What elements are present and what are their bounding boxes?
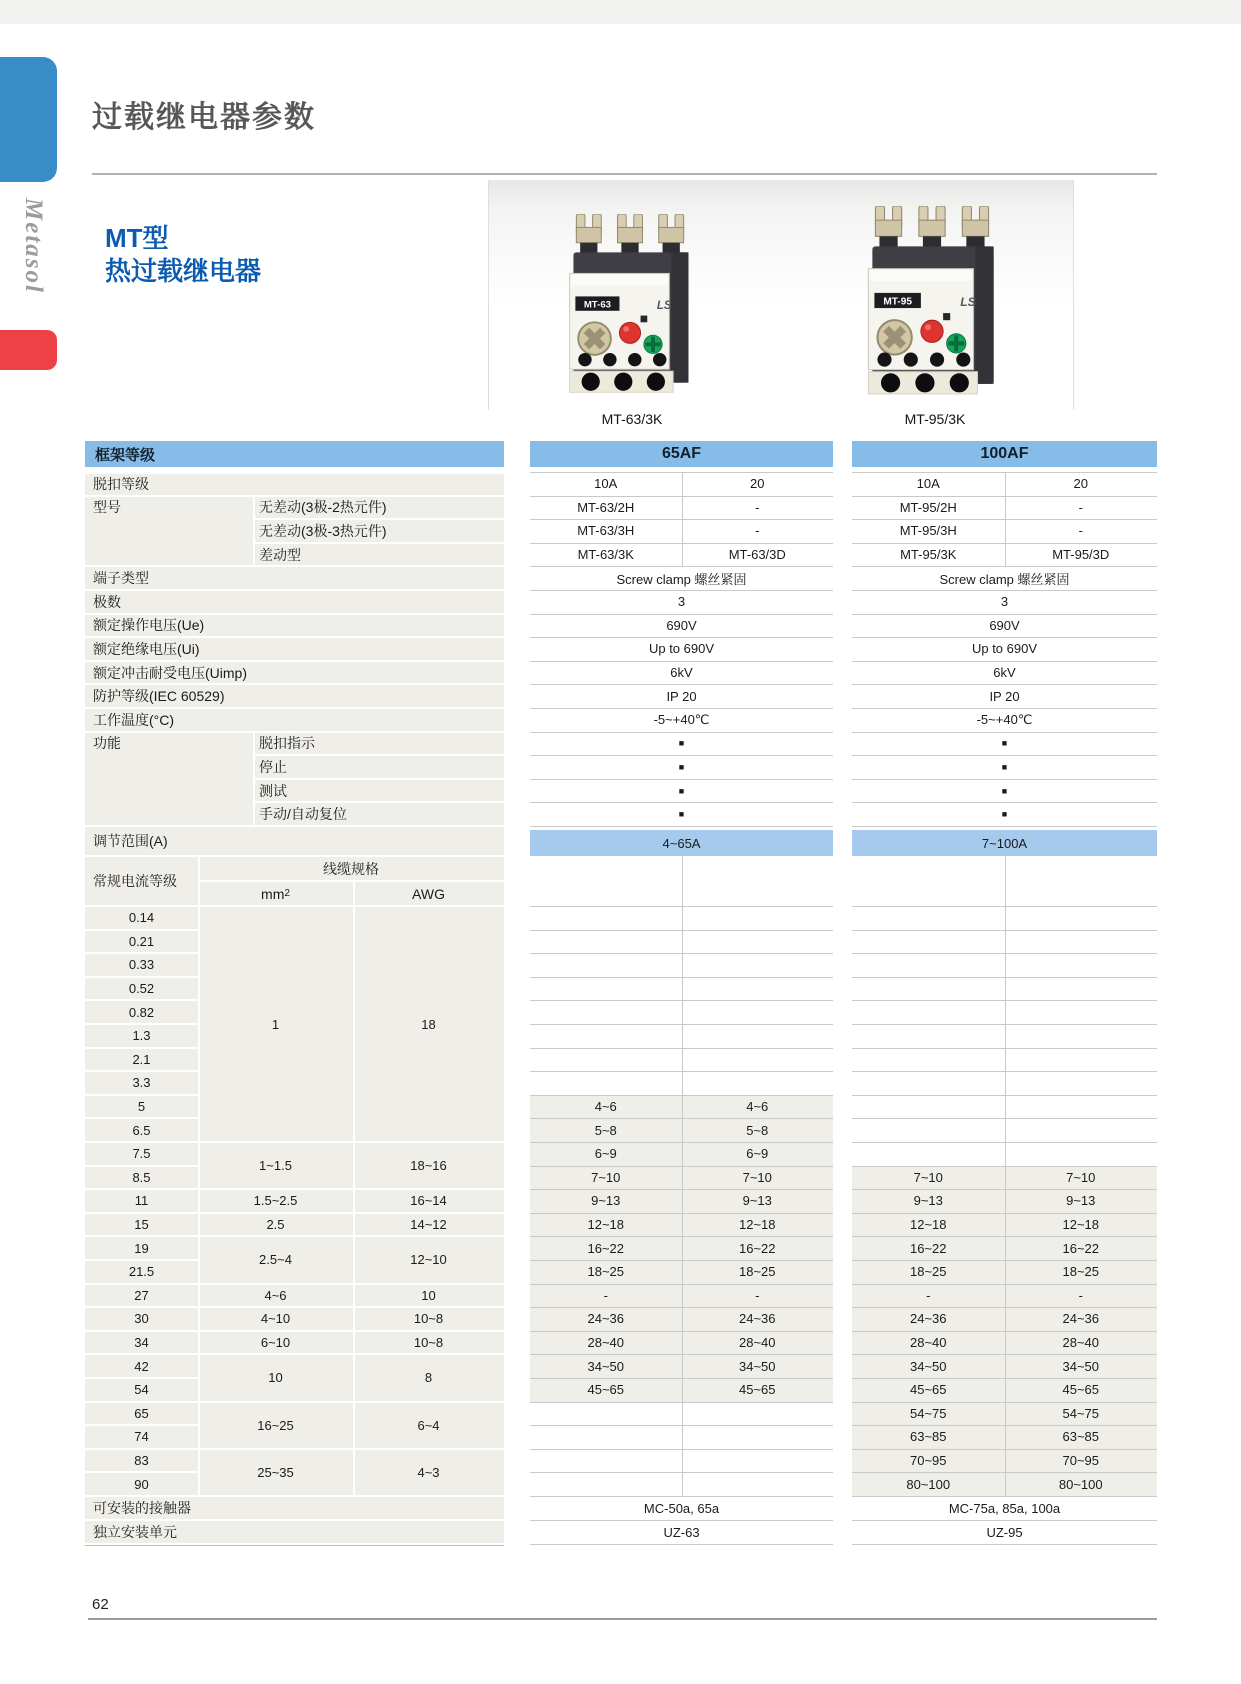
range-value: 16~22 (587, 1240, 624, 1256)
spec-value: 690V (989, 617, 1020, 633)
amp-value: 0.33 (128, 957, 155, 973)
amp-value: 74 (134, 1429, 149, 1445)
spec-value: MT-63/3K (577, 547, 634, 563)
frame-100af-label: 100AF (980, 445, 1029, 462)
spec-label: 极数 (93, 593, 121, 610)
range-value: 9~13 (591, 1193, 621, 1209)
range-value: 7~10 (742, 1169, 772, 1185)
grid-line (1005, 472, 1006, 566)
grid-line (530, 1118, 833, 1119)
range-value: 4~6 (746, 1099, 769, 1115)
grid-line (530, 1236, 833, 1237)
bottom-label: 可安装的接触器 (93, 1500, 191, 1516)
grid-line (852, 708, 1157, 709)
range-value: 7~10 (591, 1169, 621, 1185)
grid-line (852, 1544, 1157, 1545)
wire-awg-value: 18 (421, 1016, 436, 1032)
grid-line (530, 1354, 833, 1355)
range-value: 34~50 (587, 1358, 624, 1374)
range-value: 12~18 (738, 1217, 776, 1233)
brand-vertical-text: Metasol (20, 198, 47, 294)
amp-value: 7.5 (132, 1146, 151, 1162)
range-value: - (755, 1287, 760, 1303)
model-badge-text: MT-95 (883, 296, 912, 308)
range-value: 24~36 (1062, 1311, 1099, 1327)
spec-value: ■ (678, 809, 685, 820)
spec-value: 3 (1000, 594, 1009, 610)
grid-line (852, 977, 1157, 978)
spec-label: 额定操作电压(Ue) (93, 617, 205, 634)
grid-line (530, 977, 833, 978)
model-badge-text: MT-63 (583, 299, 611, 311)
grid-line (852, 1142, 1157, 1143)
wire-mm-value: 1~1.5 (259, 1158, 292, 1174)
grid-line (530, 1213, 833, 1214)
spec-value: MT-95/3D (1052, 547, 1110, 563)
grid-line (530, 1189, 833, 1190)
grid-line (253, 754, 504, 756)
range-value: 6~9 (746, 1146, 769, 1162)
spec-value: MT-95/3K (900, 547, 957, 563)
spec-sublabel: 无差动(3极-3热元件) (259, 522, 387, 539)
range-value: 9~13 (913, 1193, 943, 1209)
amp-value: 0.82 (128, 1004, 155, 1020)
table-bottom-edge (85, 1545, 504, 1546)
grid-line (85, 636, 504, 638)
grid-line (852, 1071, 1157, 1072)
spec-label: 脱扣等级 (93, 475, 149, 492)
grid-line (85, 683, 504, 685)
amp-value: 90 (134, 1476, 149, 1492)
range-value: 18~25 (738, 1264, 776, 1280)
grid-line (852, 614, 1157, 615)
spec-value: -5~+40℃ (653, 711, 710, 727)
amp-value: 3.3 (132, 1075, 151, 1091)
spec-value: Screw clamp 螺丝紧固 (616, 571, 747, 587)
wire-awg-col-header: AWG (412, 885, 445, 902)
grid-line (253, 801, 504, 803)
wire-spec-group-header: 线缆规格 (323, 860, 379, 877)
grid-line (852, 1024, 1157, 1025)
grid-line (253, 542, 504, 544)
grid-line (852, 826, 1157, 827)
range-value: 9~13 (742, 1193, 772, 1209)
grid-line (530, 637, 833, 638)
grid-line (852, 1472, 1157, 1473)
grid-line (852, 930, 1157, 931)
range-value: 34~50 (909, 1358, 947, 1374)
grid-line (852, 1260, 1157, 1261)
wire-awg-value: 12~10 (410, 1252, 447, 1268)
grid-line (852, 1236, 1157, 1237)
grid-line (852, 1048, 1157, 1049)
spec-value: -5~+40℃ (976, 711, 1033, 727)
spec-value: MT-63/3H (577, 523, 635, 539)
grid-line (852, 755, 1157, 756)
product-caption-mt95: MT-95/3K (904, 411, 966, 427)
range-value: - (603, 1287, 608, 1303)
product-title-line1: MT型 (105, 223, 169, 253)
grid-line (530, 906, 833, 907)
wire-mm-value: 25~35 (257, 1464, 294, 1480)
grid-line (682, 906, 683, 1496)
grid-line (530, 1307, 833, 1308)
grid-line (85, 495, 504, 497)
range-value: 4~6 (594, 1099, 617, 1115)
spec-value: ■ (1001, 738, 1008, 749)
range-value: 28~40 (909, 1335, 947, 1351)
grid-line (852, 906, 1157, 907)
grid-line (530, 1472, 833, 1473)
spec-value: MT-63/3D (728, 547, 786, 563)
spec-value: IP 20 (666, 688, 697, 704)
wire-mm2-col-header (198, 881, 353, 906)
grid-line (682, 472, 683, 566)
spec-value: 20 (1073, 476, 1088, 492)
spec-value: ■ (1001, 785, 1008, 796)
wire-mm-value: 4~6 (264, 1287, 287, 1303)
grid-line (530, 590, 833, 591)
ls-logo: LS (960, 295, 976, 310)
grid-line (530, 930, 833, 931)
amp-value: 83 (134, 1453, 149, 1469)
range-value: 80~100 (906, 1476, 951, 1492)
grid-line (530, 732, 833, 733)
grid-line (852, 566, 1157, 567)
grid-line (852, 1284, 1157, 1285)
spec-label: 额定冲击耐受电压(Uimp) (93, 664, 247, 681)
grid-line (530, 708, 833, 709)
amp-value: 34 (134, 1335, 149, 1351)
bottom-label: 独立安装单元 (93, 1524, 177, 1540)
grid-line (530, 953, 833, 954)
grid-line (852, 1354, 1157, 1355)
amp-value: 8.5 (132, 1169, 151, 1185)
range-value: 28~40 (1062, 1335, 1099, 1351)
amp-value: 5 (137, 1099, 146, 1115)
range-value: 34~50 (738, 1358, 776, 1374)
grid-line (85, 1543, 504, 1545)
range-value: 45~65 (738, 1382, 776, 1398)
spec-value: - (1078, 499, 1083, 515)
grid-line (530, 1331, 833, 1332)
grid-line (852, 732, 1157, 733)
spec-value: MT-63/2H (577, 499, 635, 515)
grid-line (852, 802, 1157, 803)
grid-line (1005, 856, 1006, 906)
grid-line (852, 1425, 1157, 1426)
bottom-value: UZ-95 (986, 1524, 1023, 1540)
product-title-line2: 热过载继电器 (105, 256, 262, 286)
wire-awg-value: 10~8 (413, 1311, 444, 1327)
grid-line (530, 1425, 833, 1426)
wire-awg-value: 14~12 (410, 1217, 447, 1233)
grid-line (530, 802, 833, 803)
grid-line (1005, 906, 1006, 1496)
amp-value: 2.1 (132, 1051, 151, 1067)
grid-line (530, 1166, 833, 1167)
grid-line (530, 661, 833, 662)
wire-mm-value: 16~25 (257, 1417, 294, 1433)
range-value: 34~50 (1062, 1358, 1099, 1374)
amp-value: 15 (134, 1217, 149, 1233)
range-value: 24~36 (587, 1311, 624, 1327)
spec-value: ■ (678, 785, 685, 796)
range-value: 18~25 (909, 1264, 947, 1280)
wire-awg-value: 16~14 (410, 1193, 447, 1209)
grid-line (530, 1402, 833, 1403)
page-number: 62 (92, 1596, 109, 1613)
spec-value: ■ (1001, 761, 1008, 772)
grid-line (253, 518, 504, 520)
grid-line (530, 1284, 833, 1285)
grid-line (530, 1024, 833, 1025)
grid-line (852, 637, 1157, 638)
spec-label: 端子类型 (93, 570, 149, 587)
spec-value: ■ (678, 738, 685, 749)
grid-line (530, 1260, 833, 1261)
range-value: 45~65 (909, 1382, 947, 1398)
spec-sublabel: 差动型 (259, 546, 301, 563)
grid-line (852, 1402, 1157, 1403)
grid-line (852, 1496, 1157, 1497)
grid-line (682, 856, 683, 906)
spec-sublabel: 停止 (259, 758, 287, 775)
grid-line (852, 684, 1157, 685)
grid-line (852, 661, 1157, 662)
amp-value: 0.21 (128, 933, 155, 949)
spec-value: MT-95/2H (899, 499, 957, 515)
grid-line (253, 732, 255, 826)
spec-value: - (755, 523, 760, 539)
frame-65af-label: 65AF (661, 445, 702, 462)
grid-line (530, 614, 833, 615)
amp-value: 27 (134, 1287, 149, 1303)
spec-value: - (1078, 523, 1083, 539)
spec-value: 6kV (993, 665, 1016, 681)
grid-line (85, 589, 504, 591)
grid-line (852, 1331, 1157, 1332)
wire-awg-value: 18~16 (410, 1158, 447, 1174)
grid-line (85, 660, 504, 662)
range-value: 24~36 (909, 1311, 947, 1327)
grid-line (852, 953, 1157, 954)
grid-line (852, 1449, 1157, 1450)
spec-value: - (755, 499, 760, 515)
grid-line (85, 707, 504, 709)
spec-sublabel: 测试 (259, 782, 287, 799)
footer-rule (88, 1618, 1157, 1620)
spec-value: ■ (1001, 809, 1008, 820)
grid-line (530, 566, 833, 567)
grid-line (852, 1000, 1157, 1001)
bottom-value: MC-75a, 85a, 100a (948, 1500, 1061, 1516)
range-value: 28~40 (587, 1335, 624, 1351)
amp-value: 1.3 (132, 1028, 151, 1044)
spec-label: 额定绝缘电压(Ui) (93, 640, 200, 657)
grid-line (530, 1048, 833, 1049)
grid-line (530, 779, 833, 780)
product-caption-mt63: MT-63/3K (601, 411, 663, 427)
spec-value: Screw clamp 螺丝紧固 (939, 571, 1070, 587)
range-value: 18~25 (1062, 1264, 1099, 1280)
grid-line (530, 1378, 833, 1379)
spec-value: ■ (678, 761, 685, 772)
grid-line (530, 1071, 833, 1072)
grid-line (253, 778, 504, 780)
range-value: 16~22 (909, 1240, 947, 1256)
grid-line (85, 731, 504, 733)
spec-sublabel: 无差动(3极-2热元件) (259, 499, 387, 516)
wire-awg-value: 10~8 (413, 1335, 444, 1351)
spec-value: IP 20 (989, 688, 1020, 704)
grid-line (253, 496, 255, 567)
range-value: 12~18 (587, 1217, 624, 1233)
grid-line (852, 1307, 1157, 1308)
grid-line (530, 755, 833, 756)
wire-mm-value: 2.5 (266, 1217, 285, 1233)
range-value: 63~85 (909, 1429, 947, 1445)
amp-value: 0.52 (128, 981, 155, 997)
range-value: 63~85 (1062, 1429, 1099, 1445)
grid-line (530, 1449, 833, 1450)
wire-awg-value: 10 (421, 1287, 436, 1303)
wire-mm-value: 4~10 (260, 1311, 291, 1327)
grid-line (85, 613, 504, 615)
amp-value: 11 (134, 1193, 149, 1209)
grid-line (852, 590, 1157, 591)
spec-value: 3 (677, 594, 686, 610)
wire-awg-value: 4~3 (417, 1464, 440, 1480)
range-value: 9~13 (1066, 1193, 1096, 1209)
wire-awg-value: 8 (424, 1370, 433, 1386)
grid-line (852, 1095, 1157, 1096)
grid-line (530, 684, 833, 685)
spec-value: 10A (916, 476, 940, 492)
bottom-value: MC-50a, 65a (643, 1500, 720, 1516)
spec-label: 工作温度(°C) (93, 711, 175, 728)
wire-mm2-sup: 2 (284, 888, 290, 899)
range-value: 12~18 (1062, 1217, 1099, 1233)
grid-line (852, 1213, 1157, 1214)
grid-line (852, 1118, 1157, 1119)
wire-mm-value: 1 (271, 1016, 280, 1032)
grid-line (530, 1496, 833, 1497)
range-value: 45~65 (587, 1382, 624, 1398)
amp-value: 30 (134, 1311, 149, 1327)
range-value: 54~75 (909, 1405, 947, 1421)
grid-line (530, 1095, 833, 1096)
grid-line (530, 826, 833, 827)
range-value: 12~18 (909, 1217, 947, 1233)
range-value: - (1078, 1287, 1083, 1303)
range-value: 18~25 (587, 1264, 624, 1280)
amp-value: 54 (134, 1382, 149, 1398)
spec-label: 防护等级(IEC 60529) (93, 688, 225, 705)
range-value: 16~22 (1062, 1240, 1099, 1256)
range-value: 5~8 (594, 1122, 617, 1138)
range-value: 54~75 (1062, 1405, 1099, 1421)
amp-value: 19 (134, 1240, 149, 1256)
grid-line (852, 1166, 1157, 1167)
adjust-range-65af: 4~65A (530, 830, 833, 856)
grid-line (530, 1544, 833, 1545)
range-value: 24~36 (738, 1311, 776, 1327)
current-rating-col-header: 常规电流等级 (93, 873, 177, 889)
grid-line (530, 1000, 833, 1001)
spec-value: Up to 690V (971, 641, 1038, 657)
range-value: 16~22 (738, 1240, 776, 1256)
ls-logo: LS (656, 299, 672, 312)
wire-awg-value: 6~4 (417, 1417, 440, 1433)
range-value: 70~95 (909, 1453, 947, 1469)
spec-sublabel: 脱扣指示 (259, 735, 315, 752)
amp-value: 0.14 (128, 910, 155, 926)
adjust-range-100af: 7~100A (852, 830, 1157, 856)
amp-value: 21.5 (128, 1264, 155, 1280)
bottom-value: UZ-63 (663, 1524, 700, 1540)
range-value: 45~65 (1062, 1382, 1099, 1398)
spec-label: 功能 (93, 735, 121, 752)
range-value: 28~40 (738, 1335, 776, 1351)
grid-line (852, 1189, 1157, 1190)
spec-value: 10A (594, 476, 618, 492)
grid-line (530, 1142, 833, 1143)
range-value: 70~95 (1062, 1453, 1099, 1469)
range-value: - (926, 1287, 931, 1303)
grid-line (852, 1378, 1157, 1379)
wire-mm-value: 6~10 (260, 1335, 291, 1351)
wire-mm-value: 1.5~2.5 (253, 1193, 298, 1209)
amp-value: 6.5 (132, 1122, 151, 1138)
spec-value: MT-95/3H (899, 523, 957, 539)
range-value: 7~10 (913, 1169, 943, 1185)
amp-value: 42 (134, 1358, 149, 1374)
grid-line (852, 779, 1157, 780)
wire-mm-value: 2.5~4 (259, 1252, 292, 1268)
frame-class-header-label: 框架等级 (95, 446, 156, 464)
range-value: 6~9 (594, 1146, 617, 1162)
wire-mm-value: 10 (268, 1370, 283, 1386)
adjust-range-label: 调节范围(A) (93, 833, 168, 849)
spec-sublabel: 手动/自动复位 (259, 806, 347, 823)
spec-value: 690V (666, 617, 697, 633)
grid-line (85, 565, 504, 567)
amp-value: 65 (134, 1405, 149, 1421)
spec-label: 型号 (93, 499, 121, 516)
page-title: 过载继电器参数 (92, 101, 316, 134)
wire-mm2-base: mm (261, 885, 285, 902)
range-value: 7~10 (1066, 1169, 1096, 1185)
spec-value: 6kV (670, 665, 693, 681)
range-value: 5~8 (746, 1122, 769, 1138)
spec-value: Up to 690V (648, 641, 715, 657)
range-value: 80~100 (1058, 1476, 1103, 1492)
spec-value: 20 (750, 476, 765, 492)
